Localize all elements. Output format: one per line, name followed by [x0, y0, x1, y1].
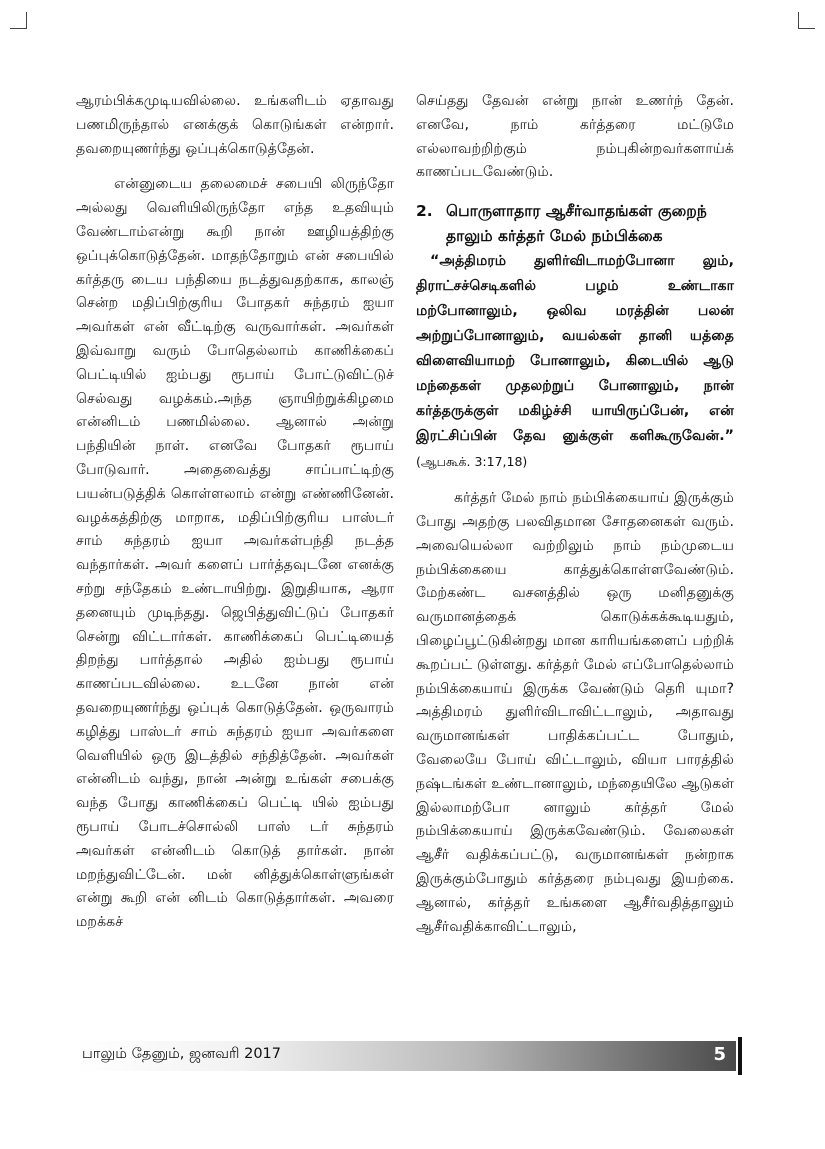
left-paragraph-2: என்னுடைய தலைமைச் சபையி லிருந்தோ அல்லது வெளியிலிருந்தோ எந்த உதவியும் வேண்டாம்என்று கூறி நான் ஊழியத்திற்கு ஒப்புக்கொடுத்தேன். மாதந்தோறும் என் சபையில் கர்த்தரு டைய பந்தியை நடத்துவதற்காக, காலஞ் சென்ற மதிப்பிற்குரிய போதகர் சுந்தரம் ஐயா அவர்கள் என் வீட்டிற்கு வருவார்கள். அவர்கள் இவ்வாறு வரும் போதெல்லாம் காணிக்கைப் பெட்டியில் ஐம்பது ரூபாய் போட்டுவிட்டுச் செல்வது வழக்கம்.அந்த ஞாயிற்றுக்கிழமை என்னிடம் பணமில்லை. ஆனால் அன்று பந்தியின் நாள். எனவே போதகர் ரூபாய் போடுவார். அதைவைத்து சாப்பாட்டிற்கு பயன்படுத்திக் கொள்ளலாம் என்று எண்ணினேன். வழக்கத்திற்கு மாறாக, மதிப்பிற்குரிய பாஸ்டர் சாம் சுந்தரம் ஐயா அவர்கள்பந்தி நடத்த வந்தார்கள். அவர் களைப் பார்த்தவுடனே எனக்கு சற்று சந்தேகம் உண்டாயிற்று. இறுதியாக, ஆரா தனையும் முடிந்தது. ஜெபித்துவிட்டுப் போதகர் சென்று விட்டார்கள். காணிக்கைப் பெட்டியைத் திறந்து பார்த்தால் அதில் ஐம்பது ரூபாய் காணப்படவில்லை. உடனே நான் என் தவறையுணர்ந்து ஒப்புக் கொடுத்தேன். ஒருவாரம் கழித்து பாஸ்டர் சாம் சுந்தரம் ஐயா அவர்களை வெளியில் ஒரு இடத்தில் சந்தித்தேன். அவர்கள் என்னிடம் வந்து, நான் அன்று உங்கள் சபைக்கு வந்த போது காணிக்கைப் பெட்டி யில் ஐம்பது ரூபாய் போடச்சொல்லி பாஸ் டர் சுந்தரம் அவர்கள் என்னிடம் கொடுத் தார்கள். நான் மறந்துவிட்டேன். மன் னித்துக்கொள்ளுங்கள் என்று கூறி என் னிடம் கொடுத்தார்கள். அவரை மறக்கச்	[76, 176, 394, 931]
section-title: பொருளாதார ஆசீர்வாதங்கள் குறைந் தாலும் கர்த்தர் மேல் நம்பிக்கை	[446, 202, 707, 246]
right-paragraph-1: செய்தது தேவன் என்று நான் உணர்ந் தேன். எனவே, நாம் கர்த்தரை மட்டுமே எல்லாவற்றிற்கும் நம்புகின்றவர்களாய்க் காணப்படவேண்டும்.	[416, 93, 734, 181]
scripture-quote	[416, 249, 734, 475]
left-paragraph-1: ஆரம்பிக்கமுடியவில்லை. உங்களிடம் ஏதாவது பணமிருந்தால் எனக்குக் கொடுங்கள் என்றார். தவறையுணர்ந்து ஒப்புக்கொடுத்தேன்.	[76, 93, 394, 157]
section-heading	[416, 199, 734, 249]
publication-title: பாலும் தேனும், ஜனவரி 2017	[82, 1046, 282, 1062]
left-column	[76, 90, 394, 935]
page-number: 5	[713, 1044, 726, 1065]
right-paragraph-2: கர்த்தர் மேல் நாம் நம்பிக்கையாய் இருக்கும் போது அதற்கு பலவிதமான சோதனைகள் வரும். அவையெல்லா வற்றிலும் நாம் நம்முடைய நம்பிக்கையை காத்துக்கொள்ளவேண்டும். மேற்கண்ட வசனத்தில் ஒரு மனிதனுக்கு வருமானத்தைக் கொடுக்கக்கூடியதும், பிழைப்பூட்டுகின்றது மான காரியங்களைப் பற்றிக் கூறப்பட் டுள்ளது. கர்த்தர் மேல் எப்போதெல்லாம் நம்பிக்கையாய் இருக்க வேண்டும் தெரி யுமா? அத்திமரம் துளிர்விடாவிட்டாலும், அதாவது வருமானங்கள் பாதிக்கப்பட்ட போதும், வேலையே போய் விட்டாலும், வியா பாரத்தில் நஷ்டங்கள் உண்டானாலும், மந்தையிலே ஆடுகள் இல்லாமற்போ னாலும் கர்த்தர் மேல் நம்பிக்கையாய் இருக்கவேண்டும். வேலைகள் ஆசீர் வதிக்கப்பட்டு, வருமானங்கள் நன்றாக இருக்கும்போதும் கர்த்தரை நம்புவது இயற்கை. ஆனால், கர்த்தர் உங்களை ஆசீர்வதித்தாலும் ஆசீர்வதிக்காவிட்டாலும்,	[416, 490, 734, 935]
right-column	[416, 90, 734, 939]
page-footer	[76, 1041, 736, 1071]
crop-mark-top-right	[798, 12, 815, 29]
footer-edge-bar	[738, 1037, 742, 1075]
section-number: 2.	[416, 202, 433, 221]
quote-text: “அத்திமரம் துளிர்விடாமற்போனா லும், திராட்சச்செடிகளில் பழம் உண்டாகா மற்போனாலும், ஒலிவ மரத்தின் பலன் அற்றுப்போனாலும், வயல்கள் தானி யத்தை விளைவியாமற் போனாலும், கிடையில் ஆடு மந்தைகள் முதலற்றுப் போனாலும், நான் கர்த்தருக்குள் மகிழ்ச்சி யாயிருப்பேன், என் இரட்சிப்பின் தேவ னுக்குள் களிகூருவேன்.”	[416, 253, 734, 445]
quote-reference: (ஆபகூக். 3:17,18)	[416, 454, 528, 470]
crop-mark-top-left	[10, 12, 27, 29]
